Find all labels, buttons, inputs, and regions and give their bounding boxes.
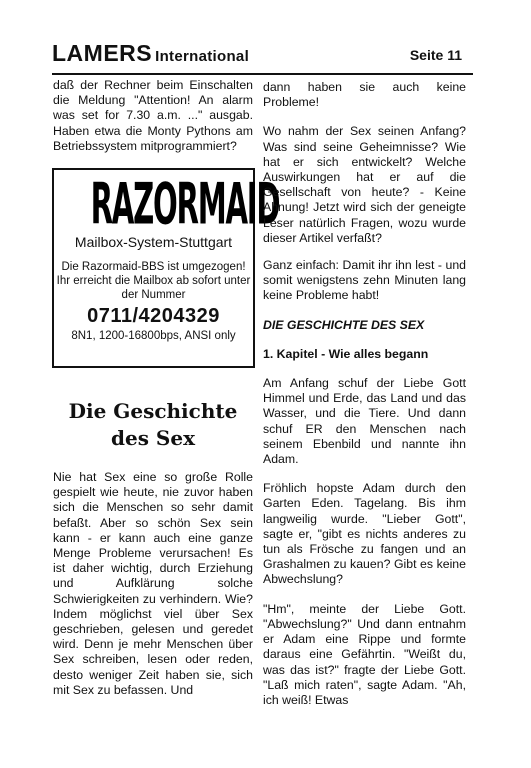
- article-title: [53, 398, 253, 452]
- right-column: [263, 80, 466, 708]
- header-rule: [52, 73, 473, 75]
- article-paragraph: Nie hat Sex eine so große Rolle gespielt wie heute, nie zuvor haben sich die Menschen so sehr damit befaßt. Aber so schön Sex sein kann - er kann auch eine ganze Menge Probleme verursachen! Es ist daher wichtig, durch Erziehung und Aufklärung solche Schwierigkeiten zu verhindern. Wie? Indem möglichst viel über Sex geschrieben, gelesen und geredet wird. Denn je mehr Menschen über Sex schreiben, lesen oder reden, desto weniger Zeit haben sie, sich mit Sex zu befassen. Und: [53, 470, 253, 697]
- brand-logo: [52, 40, 249, 67]
- chapter-heading: 1. Kapitel - Wie alles begann: [263, 346, 429, 361]
- brand-name: LAMERS: [52, 40, 153, 66]
- ad-specs: 8N1, 1200-16800bps, ANSI only: [71, 330, 236, 342]
- ad-text: Die Razormaid-BBS ist umgezogen! Ihr erreicht die Mailbox ab sofort unter der Nummer: [56, 261, 251, 301]
- title-line-1: Die Geschichte: [68, 399, 238, 423]
- brand-international: International: [155, 48, 250, 65]
- ad-phone: 0711/4204329: [87, 305, 220, 327]
- paragraph: dann haben sie auch keine Probleme!: [263, 80, 466, 110]
- paragraph: Fröhlich hopste Adam durch den Garten Eden. Tagelang. Bis ihm langweilig wurde. "Lieber Gott", sagte er, "gibt es nichts anderes zu tun als Frösche zu fangen und an Grashalmen zu kauen? Gibt es keine Abwechslung?: [263, 481, 466, 587]
- intro-paragraph: daß der Rechner beim Einschalten die Meldung "Attention! An alarm was set for 7.30 a.m. ..." ausgab. Haben etwa die Monty Pythons am Betriebssystem mitprogrammiert?: [53, 78, 253, 153]
- page-number: Seite 11: [409, 47, 462, 63]
- left-column-article: [53, 470, 253, 698]
- ad-logo: RAZORMAID: [90, 171, 280, 239]
- paragraph: "Hm", meinte der Liebe Gott. "Abwechslung?" Und dann entnahm er Adam eine Rippe und formte daraus eine Gefährtin. "Weißt du, was das ist?" fragte der Liebe Gott. "Laß mich raten", sagte Adam. "Ah, ich weiß! Etwas: [263, 601, 466, 707]
- masthead: [52, 40, 472, 72]
- section-heading: DIE GESCHICHTE DES SEX: [263, 317, 425, 332]
- title-line-2: des Sex: [110, 426, 196, 450]
- paragraph: Ganz einfach: Damit ihr ihn lest - und somit wenigstens zehn Minuten lang keine Probleme habt!: [263, 258, 466, 303]
- razormaid-ad: [52, 168, 280, 368]
- ad-subtitle: Mailbox-System-Stuttgart: [74, 234, 233, 250]
- left-column-intro: [53, 78, 253, 154]
- paragraph: Wo nahm der Sex seinen Anfang? Was sind seine Geheimnisse? Wie hat er sich entwickelt? Welche Auswirkungen hat er auf die Gesellschaft von heute? - Keine Ahnung! Jetzt wird sich der geneigte Leser natürlich Fragen, wozu wurde dieser Artikel verfaßt?: [263, 124, 466, 245]
- paragraph: Am Anfang schuf der Liebe Gott Himmel und Erde, das Land und das Wasser, und die Tiere. Und dann schuf ER den Menschen nach seinem Ebenbild und nannte ihn Adam.: [263, 376, 466, 467]
